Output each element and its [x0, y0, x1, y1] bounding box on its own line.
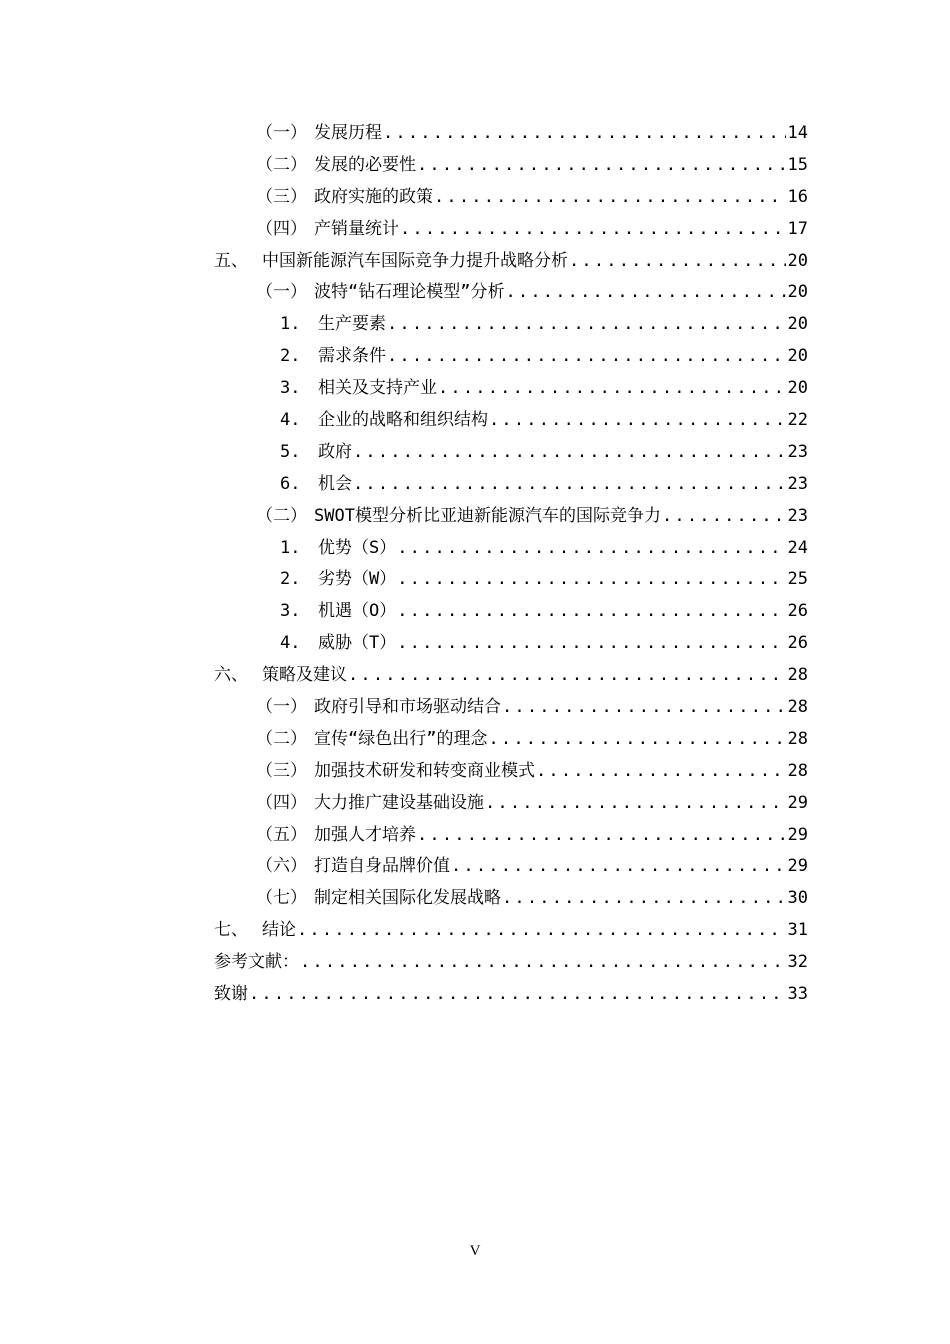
toc-dot-leader — [434, 182, 786, 214]
toc-entry[interactable] — [214, 724, 808, 756]
toc-entry-page: 17 — [787, 218, 808, 239]
toc-entry-number: 3. — [280, 378, 301, 399]
toc-entry-title: 优势（S） — [318, 537, 397, 558]
toc-entry[interactable] — [214, 628, 808, 660]
toc-entry-number: 六、 — [214, 665, 248, 686]
toc-entry-number: （三） — [256, 186, 307, 207]
toc-entry-number: （四） — [256, 792, 307, 813]
toc-entry-number: （二） — [256, 154, 307, 175]
toc-entry-title: 策略及建议 — [262, 665, 347, 686]
toc-entry-number: 2. — [280, 346, 301, 367]
toc-entry-page: 28 — [787, 697, 808, 718]
toc-entry[interactable] — [214, 469, 808, 501]
toc-entry-page: 31 — [787, 920, 808, 941]
toc-entry-page: 23 — [787, 473, 808, 494]
toc-entry[interactable] — [214, 820, 808, 852]
toc-entry[interactable] — [214, 277, 808, 309]
toc-entry-number: 七、 — [214, 920, 248, 941]
toc-dot-leader — [397, 628, 785, 660]
toc-entry-page: 20 — [787, 314, 808, 335]
toc-entry[interactable] — [214, 756, 808, 788]
toc-dot-leader — [451, 851, 786, 883]
toc-entry-title: 生产要素 — [318, 314, 386, 335]
toc-entry-title: 企业的战略和组织结构 — [318, 410, 488, 431]
toc-entry[interactable] — [214, 405, 808, 437]
toc-entry-title: 威胁（T） — [318, 633, 397, 654]
toc-entry[interactable] — [214, 692, 808, 724]
toc-entry-number: 1. — [280, 314, 301, 335]
toc-entry-page: 15 — [787, 154, 808, 175]
toc-entry-title: 发展的必要性 — [314, 154, 416, 175]
toc-entry[interactable] — [214, 118, 808, 150]
toc-dot-leader — [485, 788, 786, 820]
toc-entry-page: 25 — [787, 569, 808, 590]
toc-entry-page: 22 — [787, 410, 808, 431]
toc-dot-leader — [300, 947, 786, 979]
toc-entry-page: 20 — [787, 346, 808, 367]
toc-entry-title: 机遇（O） — [318, 601, 397, 622]
toc-entry-number: 3. — [280, 601, 301, 622]
toc-entry-number: （三） — [256, 760, 307, 781]
toc-dot-leader — [569, 246, 786, 278]
toc-entry-title: 中国新能源汽车国际竞争力提升战略分析 — [262, 250, 568, 271]
toc-entry-number: 5. — [280, 441, 301, 462]
toc-entry-title: 产销量统计 — [314, 218, 399, 239]
toc-entry-title: 政府引导和市场驱动结合 — [314, 697, 501, 718]
toc-dot-leader — [397, 564, 785, 596]
toc-dot-leader — [489, 405, 786, 437]
toc-entry[interactable] — [214, 851, 808, 883]
toc-entry-page: 16 — [787, 186, 808, 207]
toc-entry[interactable] — [214, 437, 808, 469]
toc-dot-leader — [505, 277, 785, 309]
toc-entry-title: 加强人才培养 — [314, 824, 416, 845]
toc-entry-number: （六） — [256, 856, 307, 877]
toc-entry-number: 6. — [280, 473, 301, 494]
toc-entry-page: 23 — [787, 505, 808, 526]
toc-entry-number: （五） — [256, 824, 307, 845]
toc-entry-page: 29 — [787, 824, 808, 845]
toc-dot-leader — [397, 533, 785, 565]
toc-entry[interactable] — [214, 150, 808, 182]
toc-entry-page: 26 — [787, 633, 808, 654]
toc-entry-number: 4. — [280, 633, 301, 654]
toc-dot-leader — [297, 915, 786, 947]
toc-entry-number: （一） — [256, 282, 307, 303]
toc-entry-number: （四） — [256, 218, 307, 239]
toc-entry-page: 26 — [787, 601, 808, 622]
toc-dot-leader — [502, 883, 786, 915]
toc-entry-title: 制定相关国际化发展战略 — [314, 888, 501, 909]
toc-entry-number: 五、 — [214, 250, 248, 271]
toc-entry-title: 机会 — [318, 473, 352, 494]
toc-entry-number: （二） — [256, 728, 307, 749]
toc-entry-page: 28 — [787, 728, 808, 749]
toc-entry[interactable] — [214, 596, 808, 628]
toc-entry-number: （二） — [256, 505, 307, 526]
toc-entry-page: 24 — [787, 537, 808, 558]
toc-dot-leader — [488, 724, 785, 756]
toc-entry[interactable] — [214, 246, 808, 278]
toc-entry-page: 20 — [787, 250, 808, 271]
toc-entry-page: 20 — [787, 282, 808, 303]
toc-entry[interactable] — [214, 660, 808, 692]
toc-entry-page: 32 — [787, 952, 808, 973]
toc-dot-leader — [417, 150, 786, 182]
toc-dot-leader — [249, 979, 786, 1011]
toc-entry-page: 29 — [787, 792, 808, 813]
toc-dot-leader — [662, 501, 786, 533]
toc-dot-leader — [383, 118, 786, 150]
toc-entry[interactable] — [214, 214, 808, 246]
toc-entry-page: 30 — [787, 888, 808, 909]
toc-entry-page: 14 — [787, 123, 808, 143]
toc-entry-number: （七） — [256, 888, 307, 909]
toc-entry-title: 政府 — [318, 441, 352, 462]
toc-entry[interactable] — [214, 182, 808, 214]
toc-dot-leader — [353, 469, 786, 501]
toc-entry-page: 29 — [787, 856, 808, 877]
toc-dot-leader — [353, 437, 786, 469]
toc-entry[interactable] — [214, 341, 808, 373]
toc-dot-leader — [400, 214, 786, 246]
toc-entry[interactable] — [214, 883, 808, 915]
toc-entry-title: SWOT模型分析比亚迪新能源汽车的国际竞争力 — [314, 505, 661, 526]
toc-entry-title: 政府实施的政策 — [314, 186, 433, 207]
toc-entry-page: 28 — [787, 760, 808, 781]
toc-entry[interactable] — [214, 533, 808, 565]
page-number: V — [469, 1243, 481, 1259]
toc-entry-number: （一） — [256, 123, 307, 143]
toc-entry-title: 大力推广建设基础设施 — [314, 792, 484, 813]
toc-entry-number: 1. — [280, 537, 301, 558]
toc-entry[interactable] — [214, 915, 808, 947]
toc-dot-leader — [536, 756, 786, 788]
toc-entry-page: 33 — [787, 984, 808, 1005]
toc-entry-title: 相关及支持产业 — [318, 378, 437, 399]
toc-entry-title: 宣传“绿色出行”的理念 — [314, 728, 488, 749]
toc-entry-page: 28 — [787, 665, 808, 686]
toc-entry-title: 波特“钻石理论模型”分析 — [314, 282, 505, 303]
toc-dot-leader — [417, 820, 786, 852]
toc-entry[interactable] — [214, 501, 808, 533]
toc-entry-number: 2. — [280, 569, 301, 590]
toc-dot-leader — [348, 660, 786, 692]
toc-entry[interactable] — [214, 979, 808, 1011]
toc-dot-leader — [387, 341, 786, 373]
toc-entry-title: 发展历程 — [314, 123, 382, 143]
toc-dot-leader — [387, 309, 786, 341]
table-of-contents — [214, 118, 808, 1011]
toc-entry[interactable] — [214, 309, 808, 341]
toc-entry-number: 4. — [280, 410, 301, 431]
toc-entry[interactable] — [214, 373, 808, 405]
toc-entry[interactable] — [214, 947, 808, 979]
toc-entry-title: 需求条件 — [318, 346, 386, 367]
toc-dot-leader — [438, 373, 786, 405]
toc-entry-title: 打造自身品牌价值 — [314, 856, 450, 877]
toc-entry-title: 结论 — [262, 920, 296, 941]
toc-dot-leader — [502, 692, 786, 724]
toc-entry-number: （一） — [256, 697, 307, 718]
toc-entry-page: 23 — [787, 441, 808, 462]
toc-entry-title: 劣势（W） — [318, 569, 397, 590]
toc-entry[interactable] — [214, 788, 808, 820]
toc-entry-page: 20 — [787, 378, 808, 399]
toc-dot-leader — [397, 596, 785, 628]
toc-entry-title: 加强技术研发和转变商业模式 — [314, 760, 535, 781]
toc-entry[interactable] — [214, 564, 808, 596]
toc-entry-title: 致谢 — [214, 984, 248, 1005]
toc-entry-title: 参考文献： — [214, 952, 299, 973]
